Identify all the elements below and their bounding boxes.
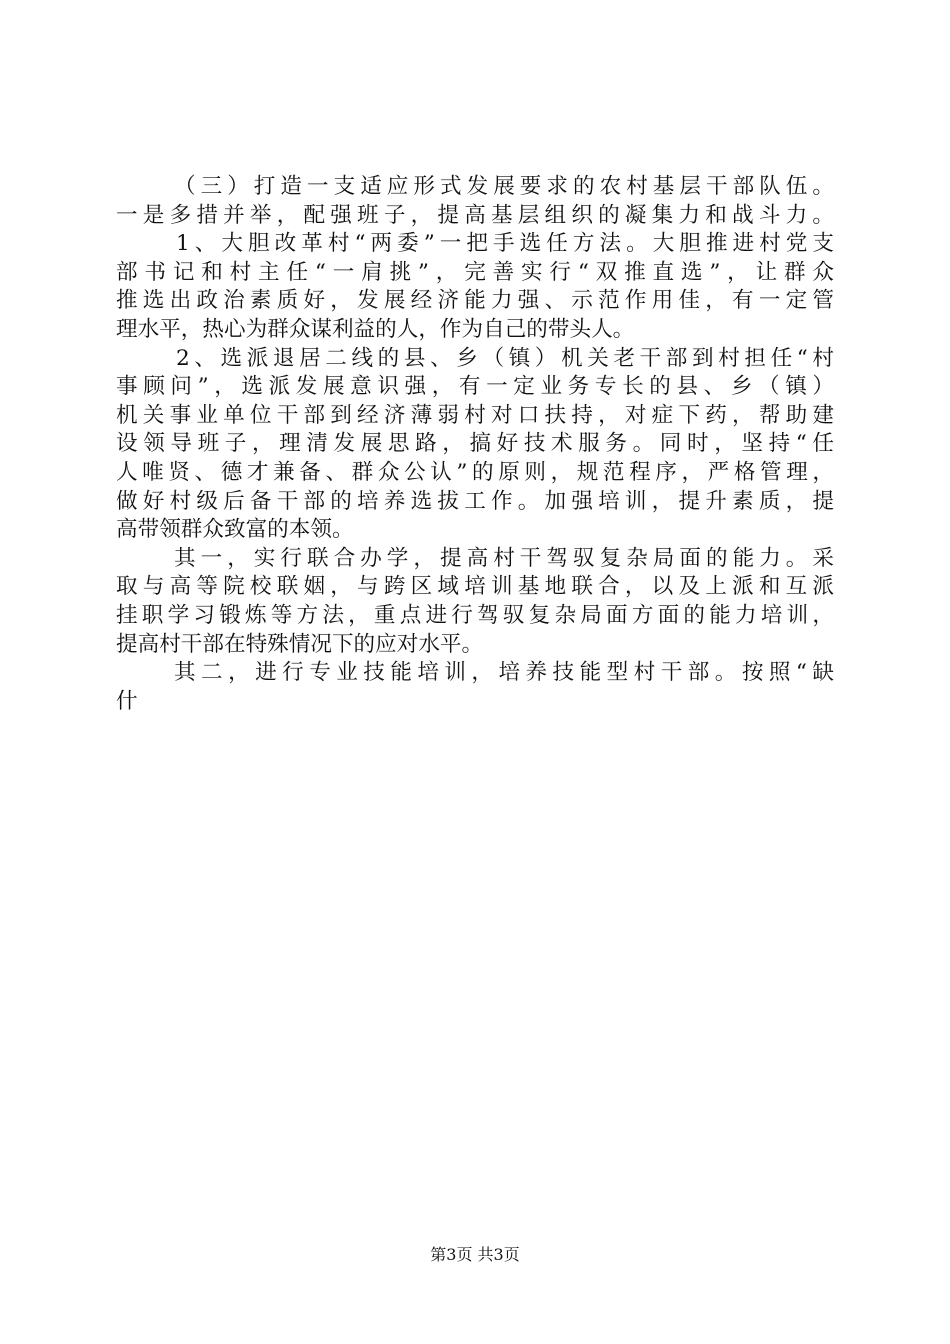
section-heading-line: （三）打造一支适应形式发展要求的农村基层干部队伍。	[174, 174, 834, 199]
paragraph-line: 理水平，热心为群众谋利益的人，作为自己的带头人。	[116, 316, 635, 342]
paragraph-line: 挂职学习锻炼等方法，重点进行驾驭复杂局面方面的能力培训，	[116, 602, 834, 628]
paragraph-line: 部书记和村主任“一肩挑”，完善实行“双推直选”，让群众	[116, 259, 834, 285]
paragraph-line: 什	[116, 688, 138, 714]
paragraph-line: 人唯贤、德才兼备、群众公认”的原则，规范程序，严格管理，	[116, 459, 834, 485]
paragraph-line: 推选出政治素质好，发展经济能力强、示范作用佳，有一定管	[116, 288, 834, 314]
paragraph-line: 一是多措并举，配强班子，提高基层组织的凝集力和战斗力。	[116, 202, 834, 228]
paragraph-line: 做好村级后备干部的培养选拔工作。加强培训，提升素质，提	[116, 488, 834, 514]
paragraph-line: 1、大胆改革村“两委”一把手选任方法。大胆推进村党支	[176, 231, 834, 257]
paragraph-line: 事顾问”，选派发展意识强，有一定业务专长的县、乡（镇）	[116, 374, 834, 400]
paragraph-line: 提高村干部在特殊情况下的应对水平。	[116, 631, 484, 657]
paragraph-line: 2、选派退居二线的县、乡（镇）机关老干部到村担任“村	[176, 345, 834, 371]
paragraph-line: 取与高等院校联姻，与跨区域培训基地联合，以及上派和互派	[116, 574, 834, 600]
page-footer: 第3页 共3页	[430, 1245, 520, 1264]
paragraph-line: 高带领群众致富的本领。	[116, 517, 354, 543]
paragraph-line: 其一，实行联合办学，提高村干驾驭复杂局面的能力。采	[174, 545, 834, 571]
paragraph-line: 机关事业单位干部到经济薄弱村对口扶持，对症下药，帮助建	[116, 402, 834, 428]
paragraph-line: 设领导班子，理清发展思路，搞好技术服务。同时，坚持“任	[116, 431, 834, 457]
document-body	[116, 173, 834, 716]
paragraph-line: 其二，进行专业技能培训，培养技能型村干部。按照“缺	[174, 660, 834, 686]
